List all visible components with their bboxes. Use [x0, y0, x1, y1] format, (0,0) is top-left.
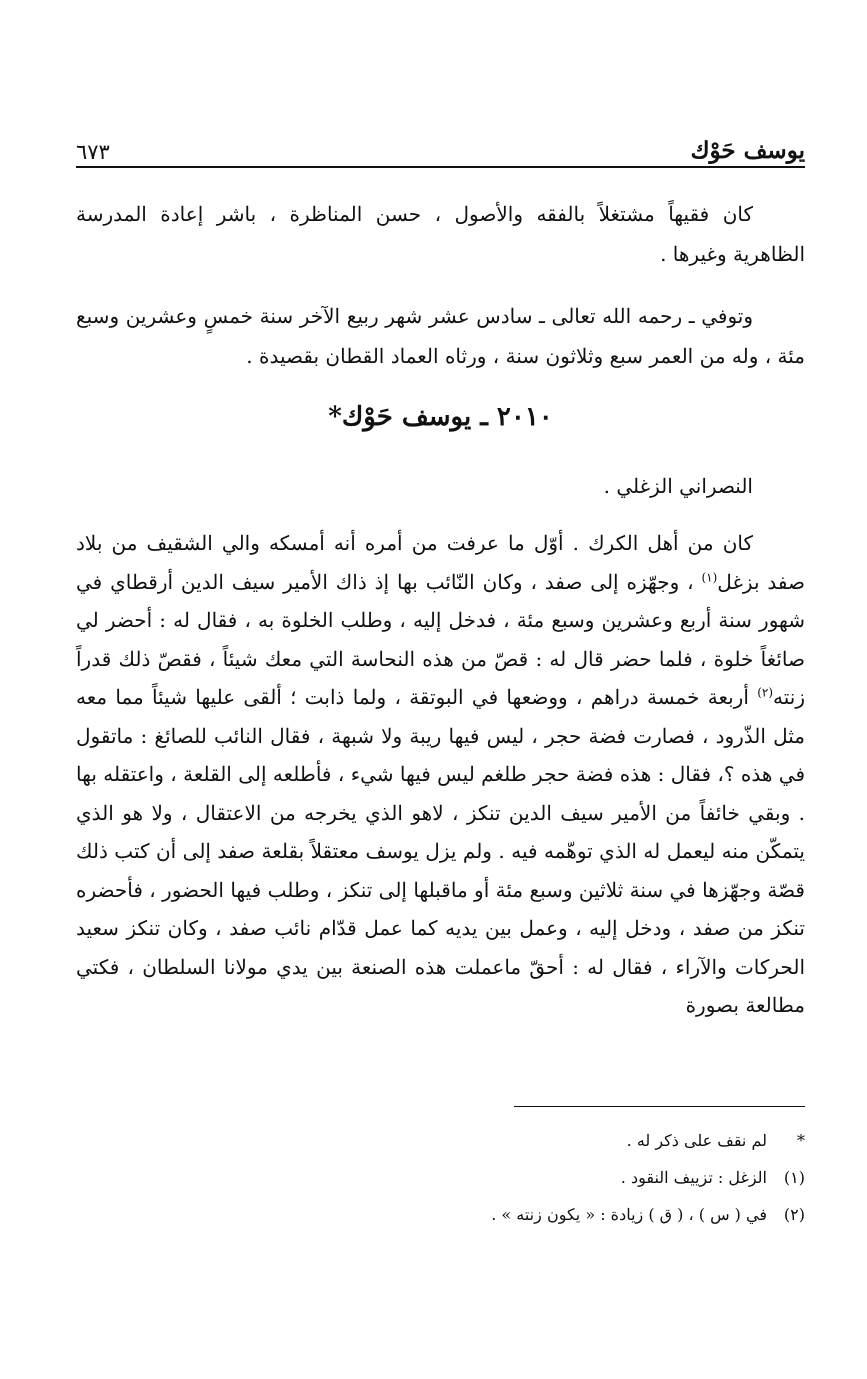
- footnote-1: [76, 1159, 805, 1196]
- footnote-rule: [514, 1106, 805, 1107]
- paragraph-2: وتوفي ـ رحمه الله تعالى ـ سادس عشر شهر ربيع الآخر سنة خمسٍ وعشرين وسبع مئة ، وله من العمر سبع وثلاثون سنة ، ورثاه العماد القطان بقصيدة .: [76, 304, 805, 368]
- footnote-star: [76, 1122, 805, 1159]
- page-number: ٦٧٣: [76, 140, 110, 164]
- footnote-ref-2[interactable]: (٢): [757, 685, 774, 700]
- entry-heading: ٢٠١٠ ـ يوسف حَوْك*: [328, 402, 553, 432]
- paragraph-4-part-a: كان من أهل الكرك . أوّل ما عرفت من أمره أنه أمسكه والي الشقيف من بلاد صفد بزغل: [76, 531, 805, 594]
- footnote-text: لم نقف على ذكر له .: [626, 1131, 767, 1150]
- footnote-mark: *: [797, 1131, 805, 1150]
- footnote-ref-1[interactable]: (١): [701, 569, 718, 584]
- footnote-2: [76, 1196, 805, 1233]
- paragraph-4-part-c: أربعة خمسة دراهم ، ووضعها في البوتقة ، ولما ذابت ؛ ألقى عليها شيئاً مما معه مثل الذّرود ، فصارت فضة حجر ، ليس فيها ريبة ولا شبهة ، فقال النائب للصائغ : ماتقول في هذه ؟، فقال : هذه فضة حجر طلغم ليس فيها شيء ، فأطلعه إلى القلعة ، واعتقله بها . وبقي خائفاً من الأمير سيف الدين تنكز ، لاهو الذي يخرجه من الاعتقال ، ولا هو الذي يتمكّن منه ليعمل له الذي توهّمه فيه . ولم يزل يوسف معتقلاً بقلعة صفد إلى أن كتب ذلك قصّة وجهّزها في سنة ثلاثين وسبع مئة أو ماقبلها إلى تنكز ، وطلب فيها الحضور ، فأحضره تنكز من صفد ، ودخل إليه ، وعمل بين يديه كما عمل قدّام نائب صفد ، وكان تنكز سعيد الحركات والآراء ، فقال له : أحقّ ماعملت هذه الصنعة بين يدي مولانا السلطان ، فكتي مطالعة بصورة: [76, 685, 805, 1017]
- paragraph-4: [76, 524, 805, 1025]
- running-head: [76, 128, 805, 164]
- paragraph-1: كان فقيهاً مشتغلاً بالفقه والأصول ، حسن المناظرة ، باشر إعادة المدرسة الظاهرية وغيرها .: [76, 202, 805, 266]
- header-rule: [76, 166, 805, 168]
- running-title: يوسف حَوْك: [690, 137, 805, 164]
- paragraph-3: النصراني الزغلي .: [603, 474, 753, 498]
- footnote-mark: (٢): [783, 1205, 805, 1224]
- footnote-mark: (١): [783, 1168, 805, 1187]
- footnote-text: في ( س ) ، ( ق ) زيادة : « يكون زنته » .: [491, 1205, 767, 1224]
- paragraph-4-part-b: ، وجهّزه إلى صفد ، وكان النّائب بها إذ ذاك الأمير سيف الدين أرقطاي في شهور سنة أربع وعشرين وسبع مئة ، فدخل إليه ، وطلب الخلوة به ، فقال له : أحضر لي صائغاً خلوة ، فلما حضر قال له : قصّ من هذه النحاسة التي معك شيئاً ، فقصّ ذلك قدراً زنته: [76, 569, 805, 709]
- footnote-text: الزغل : تزييف النقود .: [620, 1168, 767, 1187]
- footnotes: [76, 1122, 805, 1233]
